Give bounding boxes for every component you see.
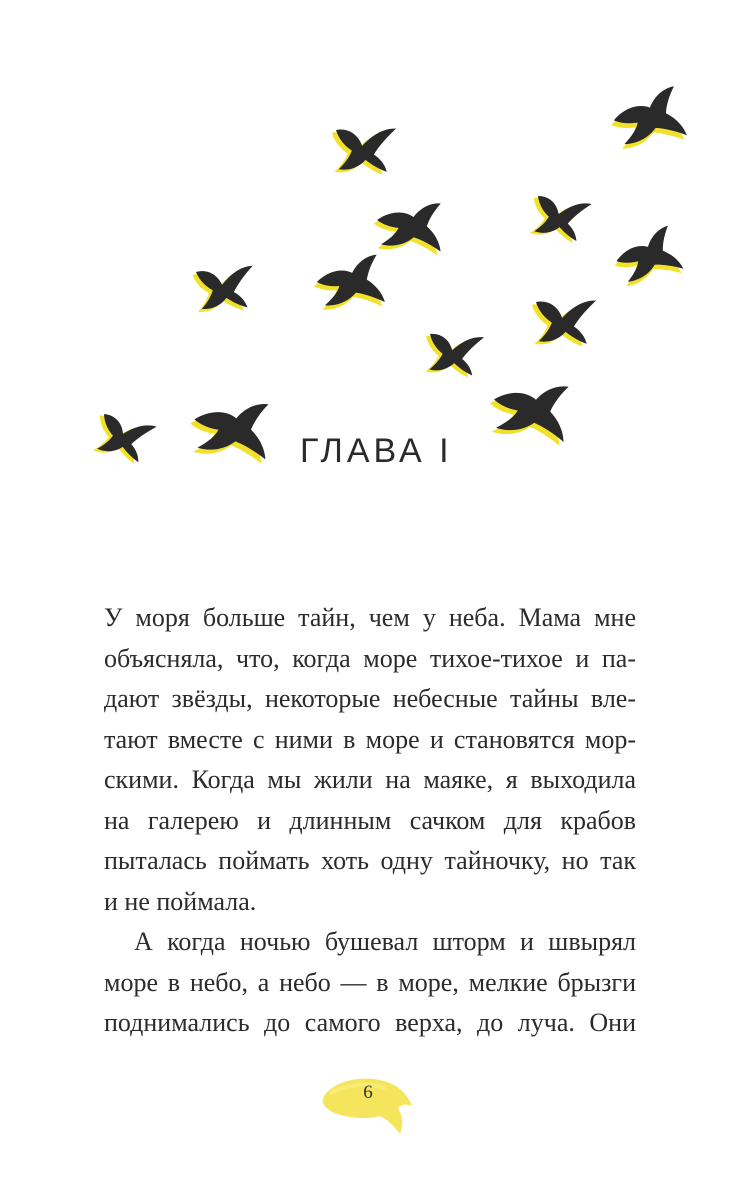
paragraph [104, 922, 636, 1044]
text-line: тают вместе с ними в море и становятся мор- [104, 724, 636, 754]
text-line: пыталась поймать хоть одну тайночку, но так [104, 846, 636, 875]
text-line: объясняла, что, когда море тихое-тихое и па- [104, 643, 636, 673]
paragraph [104, 598, 636, 922]
bird-icon [81, 396, 161, 475]
text-line: У моря больше тайн, чем у неба. Мама мне [104, 603, 636, 632]
page-number-ornament [318, 1074, 418, 1140]
text-line: А когда ночью бушевал шторм и швырял [134, 927, 636, 956]
bird-icon [518, 178, 597, 256]
bird-icon [372, 198, 445, 256]
bird-icon [412, 315, 489, 390]
bird-icon [312, 254, 385, 312]
bird-icon [520, 280, 602, 360]
chapter-title: ГЛАВА I [300, 432, 453, 470]
bird-icon [320, 108, 402, 188]
text-line: и не поймала. [104, 886, 257, 916]
bird-icon [183, 251, 258, 324]
flock-of-birds-illustration [0, 0, 738, 500]
bird-icon [186, 394, 273, 464]
page-number: 6 [363, 1082, 373, 1103]
bird-icon [607, 86, 688, 152]
text-line: скими. Когда мы жили на маяке, я выходила [104, 765, 636, 794]
text-line: море в небо, а небо — в море, мелкие брызги [104, 967, 636, 997]
text-line: дают звёзды, некоторые небесные тайны вле- [104, 684, 636, 713]
body-text [104, 598, 636, 1044]
bird-icon [485, 374, 574, 447]
text-line: на галерею и длинным сачком для крабов [104, 805, 636, 835]
text-line: поднимались до самого верха, до луча. Они [104, 1008, 636, 1037]
bird-icon [608, 225, 684, 290]
